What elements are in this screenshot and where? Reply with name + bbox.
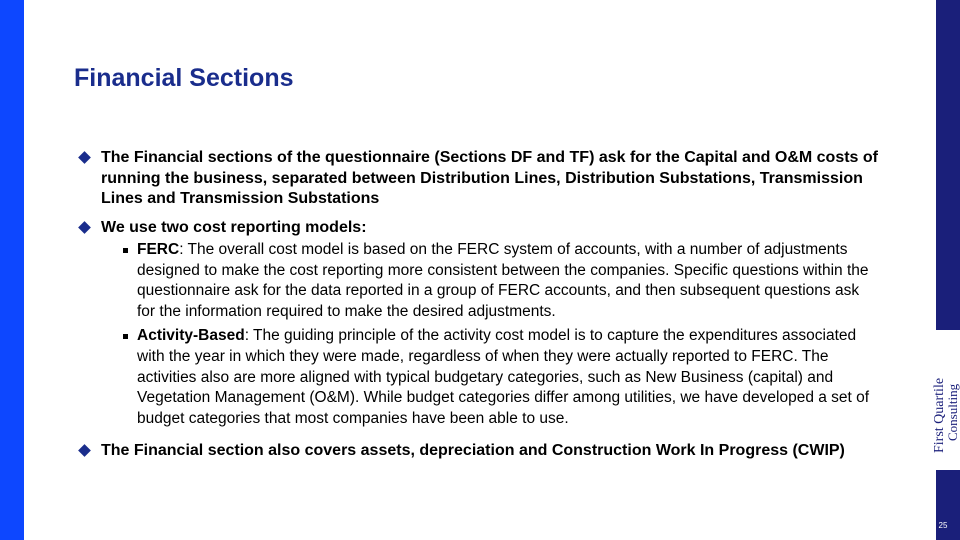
bullet-text: We use two cost reporting models: — [101, 218, 367, 236]
bullet-text: The Financial sections of the questionnaire (Sections DF and TF) ask for the Capital and O&M costs of running the business, separated between Distribution Lines, Distribution Substations, Transmission Lines and Transmission Substations — [101, 149, 878, 207]
sub-bullet-term: Activity-Based — [137, 327, 245, 345]
sub-bullet-term: FERC — [137, 241, 180, 258]
sub-bullet-item — [123, 326, 878, 429]
page-title: Financial Sections — [74, 64, 294, 92]
bullet-item — [78, 441, 878, 462]
diamond-bullet-icon — [78, 223, 91, 232]
bullet-item — [78, 218, 878, 434]
page-number: 25 — [938, 521, 948, 530]
sub-bullet-list — [123, 240, 878, 429]
diamond-bullet-icon — [78, 446, 91, 455]
square-bullet-icon — [123, 240, 129, 253]
company-logo — [930, 345, 960, 455]
diamond-bullet-icon — [78, 153, 91, 162]
bullet-text: The Financial section also covers assets, depreciation and Construction Work In Progress (CWIP) — [101, 442, 845, 460]
sub-bullet-text: : The overall cost model is based on the FERC system of accounts, with a number of adjustments designed to make the cost reporting more consistent between the companies. Specific questions within the questionnaire ask for the data reported in a group of FERC accounts, and then subsequent questions ask for the information required to make the desired adjustments. — [137, 241, 869, 320]
left-accent-bar — [0, 0, 24, 540]
sub-bullet-text: : The guiding principle of the activity cost model is to capture the expenditures associated with the year in which they were made, regardless of when they were actually reported to FERC. The activities also are more aligned with typical budgetary categories, such as New Business (capital) and Vegetation Management (O&M). While budget categories differ among utilities, we have developed a set of budget categories that most companies have been able to use. — [137, 327, 870, 427]
logo-line1: First Quartile — [932, 377, 947, 453]
bullet-item — [78, 148, 878, 210]
sub-bullet-item — [123, 240, 878, 322]
square-bullet-icon — [123, 326, 129, 339]
logo-line2: Consulting — [945, 383, 960, 441]
slide-content — [78, 148, 878, 470]
